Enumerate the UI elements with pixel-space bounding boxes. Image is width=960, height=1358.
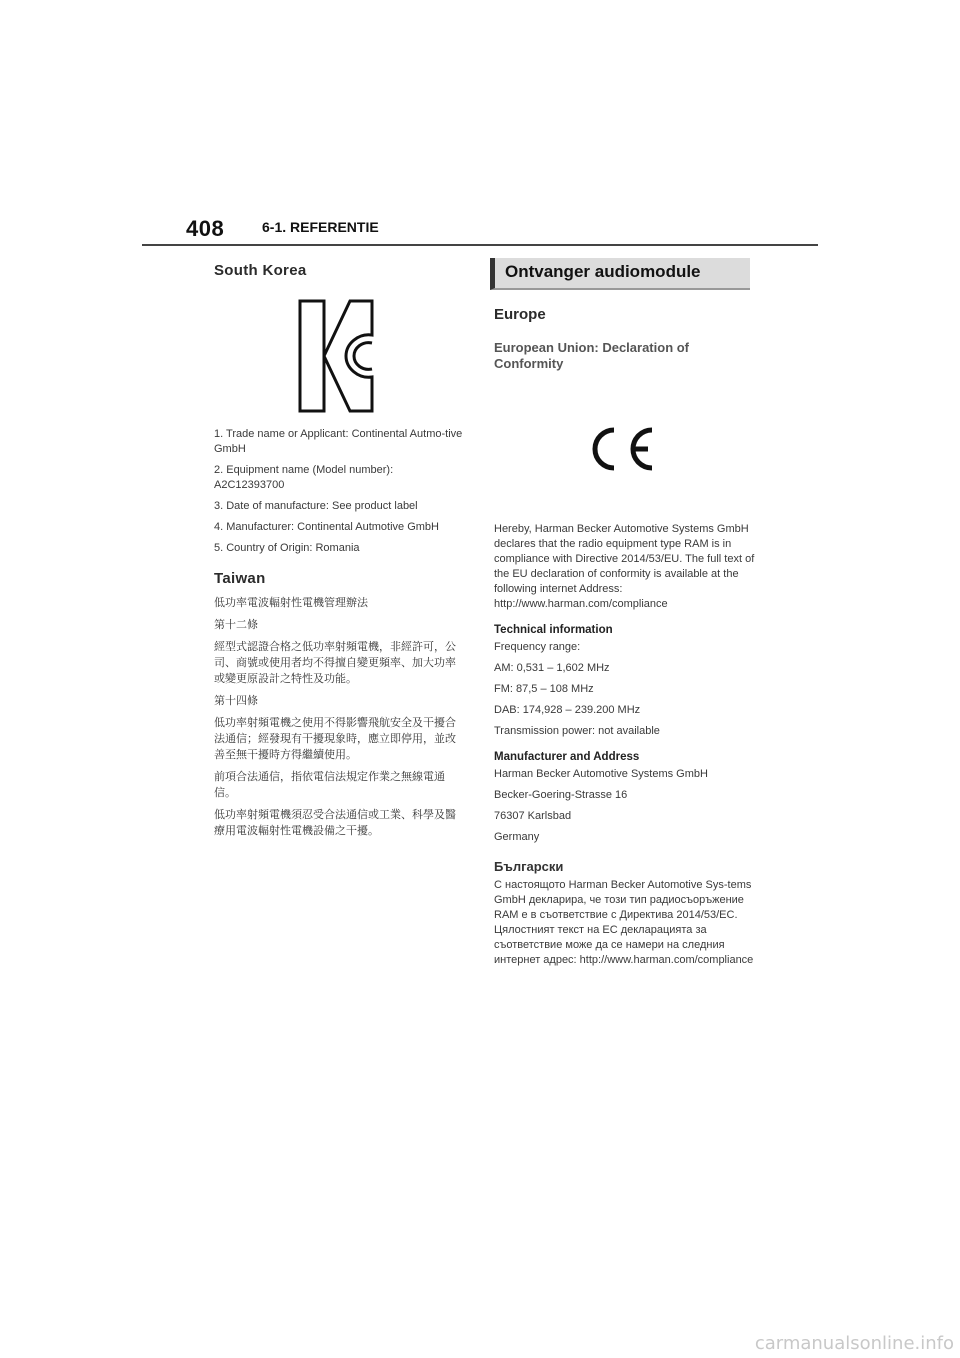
list-item: 3. Date of manufacture: See product label xyxy=(214,500,418,512)
taiwan-text xyxy=(214,595,464,839)
tech-item: DAB: 174,928 – 239.200 MHz xyxy=(494,704,641,716)
list-item: 2. Equipment name (Model number): A2C12393700 xyxy=(214,464,394,491)
declaration-text: Hereby, Harman Becker Automotive Systems GmbH declares that the radio equipment type RAM is in compliance with Directive 2014/53/EU. The full text of the EU declaration of conformity is available at the following internet Address: http://www.harman.com/compliance xyxy=(494,523,755,610)
taiwan-line: 低功率射頻電機須忍受合法通信或工業、科學及醫療用電波輻射性電機設備之干擾。 xyxy=(214,808,456,837)
list-item: 4. Manufacturer: Continental Autmotive GmbH xyxy=(214,521,439,533)
ce-mark-icon xyxy=(584,424,656,474)
bulgarian-text: С настоящото Harman Becker Automotive Sys-tems GmbH декларира, че този тип радиосъоръжение RAM е в съответствие с Директива 2014/53/ЕС. Цялостният текст на ЕС декларацията за съответствие може да се намери на следния интернет адрес: http://www.harman.com/compliance xyxy=(494,879,754,966)
manufacturer-heading: Manufacturer and Address xyxy=(494,751,640,763)
right-body xyxy=(494,522,756,974)
manufacturer-item: Becker-Goering-Strasse 16 xyxy=(494,789,628,801)
technical-heading: Technical information xyxy=(494,624,613,636)
list-item: 1. Trade name or Applicant: Continental Autmo-tive GmbH xyxy=(214,428,463,455)
manufacturer-item: Germany xyxy=(494,831,540,843)
page-number: 408 xyxy=(186,216,225,241)
header-rule xyxy=(142,244,818,246)
manufacturer-item: Harman Becker Automotive Systems GmbH xyxy=(494,768,708,780)
left-column xyxy=(214,262,464,845)
taiwan-line: 經型式認證合格之低功率射頻電機，非經許可，公司、商號或使用者均不得擅自變更頻率、加大功率或變更原設計之特性及功能。 xyxy=(214,640,456,685)
europe-heading: Europe xyxy=(494,306,546,323)
korea-list xyxy=(214,427,464,556)
section-band: Ontvanger audiomodule xyxy=(490,258,750,290)
taiwan-line: 低功率射頻電機之使用不得影響飛航安全及干擾合法通信；經發現有干擾現象時，應立即停用，並改善至無干擾時方得繼續使用。 xyxy=(214,716,456,761)
taiwan-line: 前項合法通信，指依電信法規定作業之無線電通信。 xyxy=(214,770,445,799)
taiwan-heading: Taiwan xyxy=(214,570,266,587)
kc-mark-icon xyxy=(298,299,374,413)
taiwan-line: 第十二條 xyxy=(214,618,258,631)
list-item: 5. Country of Origin: Romania xyxy=(214,542,360,554)
taiwan-line: 低功率電波輻射性電機管理辦法 xyxy=(214,596,368,609)
bulgarian-heading: Български xyxy=(494,859,564,874)
eu-declaration-heading: European Union: Declaration of Conformity xyxy=(494,340,690,371)
korea-heading: South Korea xyxy=(214,262,307,279)
taiwan-line: 第十四條 xyxy=(214,694,258,707)
tech-item: AM: 0,531 – 1,602 MHz xyxy=(494,662,610,674)
section-title: 6-1. REFERENTIE xyxy=(262,219,379,235)
tech-item: Transmission power: not available xyxy=(494,725,660,737)
tech-item: Frequency range: xyxy=(494,641,581,653)
watermark: carmanualsonline.info xyxy=(754,1333,954,1354)
manufacturer-item: 76307 Karlsbad xyxy=(494,810,572,822)
tech-item: FM: 87,5 – 108 MHz xyxy=(494,683,594,695)
